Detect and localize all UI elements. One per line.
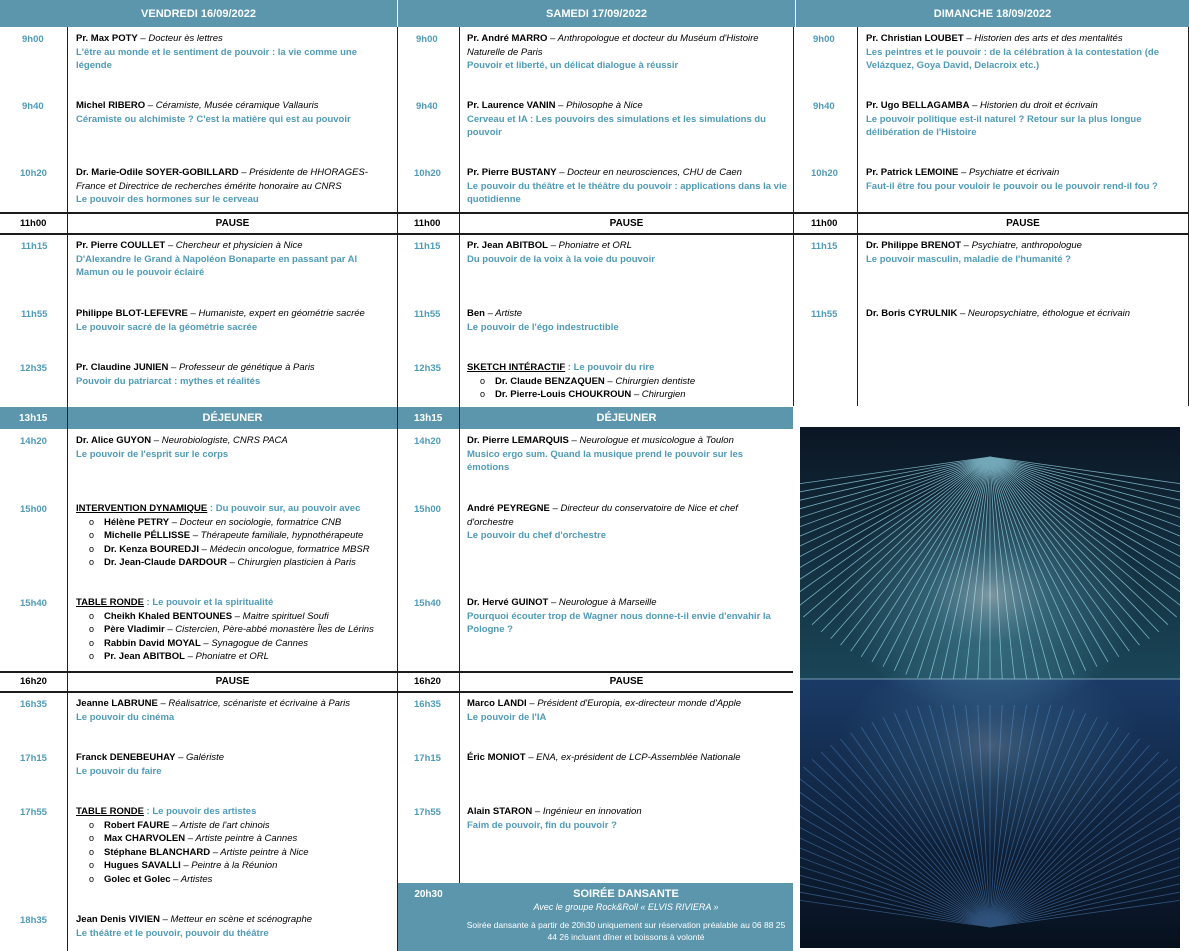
artwork-image bbox=[800, 427, 1180, 948]
session-topic: : Le pouvoir des artistes bbox=[143, 806, 257, 817]
member-role: – Médecin oncologue, formatrice MBSR bbox=[199, 543, 370, 555]
speaker-name: Pr. Christian LOUBET bbox=[866, 33, 964, 44]
time-slot: 13h15 bbox=[414, 412, 443, 424]
session-topic: Céramiste ou alchimiste ? C'est la matière qui est au pouvoir bbox=[76, 113, 351, 125]
member-name: Dr. Kenza BOUREDJI bbox=[104, 543, 200, 555]
session-panel bbox=[76, 502, 394, 570]
speaker-name: Pr. Jean ABITBOL bbox=[467, 240, 548, 251]
session-entry bbox=[76, 434, 392, 461]
session-topic: Le pouvoir du chef d'orchestre bbox=[467, 530, 606, 541]
panel-label: SKETCH INTÉRACTIF bbox=[467, 362, 566, 373]
speaker-role: – Chercheur et physicien à Nice bbox=[165, 240, 303, 251]
session-entry bbox=[866, 32, 1184, 73]
member-name: Dr. Jean-Claude DARDOUR bbox=[104, 557, 227, 568]
session-entry bbox=[467, 166, 787, 207]
speaker-role: – Professeur de génétique à Paris bbox=[168, 362, 315, 373]
speaker-name: Pr. Pierre COULLET bbox=[76, 240, 166, 251]
session-entry bbox=[467, 596, 787, 637]
speaker-name: Éric MONIOT bbox=[467, 752, 526, 763]
time-slot: 16h20 bbox=[414, 676, 441, 687]
panel-member bbox=[89, 623, 394, 637]
time-slot: 9h00 bbox=[416, 34, 438, 45]
session-entry bbox=[467, 99, 787, 140]
time-slot: 11h55 bbox=[811, 309, 838, 320]
panel-member bbox=[89, 650, 394, 664]
session-panel bbox=[76, 805, 394, 886]
speaker-role: – Ingénieur en innovation bbox=[532, 806, 642, 817]
member-role: – Artiste de l'art chinois bbox=[169, 819, 270, 831]
session-topic: Le pouvoir politique est-il naturel ? Retour sur la plus longue délibération de l'Histoire bbox=[866, 113, 1142, 138]
rule bbox=[0, 671, 793, 673]
session-topic: : Du pouvoir sur, au pouvoir avec bbox=[207, 503, 361, 514]
time-slot: 11h00 bbox=[811, 218, 838, 229]
time-slot: 9h40 bbox=[813, 101, 835, 112]
time-slot: 12h35 bbox=[414, 363, 441, 374]
time-slot: 20h30 bbox=[414, 889, 443, 900]
time-slot: 9h00 bbox=[22, 34, 44, 45]
speaker-role: – Céramiste, Musée céramique Vallauris bbox=[145, 100, 319, 111]
session-topic: Du pouvoir de la voix à la voie du pouvoir bbox=[467, 253, 655, 265]
time-slot: 18h35 bbox=[20, 915, 47, 926]
time-slot: 9h40 bbox=[22, 101, 44, 112]
speaker-name: Jeanne LABRUNE bbox=[76, 698, 158, 709]
member-role: – Chirurgien bbox=[631, 389, 686, 400]
speaker-name: Marco LANDI bbox=[467, 698, 527, 709]
time-slot: 13h15 bbox=[19, 412, 48, 424]
time-slot: 10h20 bbox=[414, 168, 441, 179]
session-topic: Les peintres et le pouvoir : de la célébration à la contestation (de Velázquez, Goya David, Delacroix etc.) bbox=[866, 46, 1159, 71]
speaker-name: Dr. Marie-Odile SOYER-GOBILLARD bbox=[76, 167, 239, 178]
session-entry bbox=[76, 697, 392, 724]
member-role: – Maitre spirituel Soufi bbox=[232, 610, 329, 622]
day-header-saturday bbox=[398, 0, 795, 27]
speaker-name: Philippe BLOT-LEFEVRE bbox=[76, 308, 188, 319]
panel-member bbox=[89, 516, 394, 530]
time-slot: 11h15 bbox=[21, 241, 48, 252]
speaker-role: – Docteur ès lettres bbox=[137, 33, 223, 44]
speaker-name: Dr. Pierre LEMARQUIS bbox=[467, 435, 569, 446]
session-topic: D'Alexandre le Grand à Napoléon Bonaparte en passant par Al Mamun ou le pouvoir éclairé bbox=[76, 253, 358, 278]
time-slot: 11h55 bbox=[414, 309, 441, 320]
session-topic: Faut-il être fou pour vouloir le pouvoir ou le pouvoir rend-il fou ? bbox=[866, 180, 1158, 192]
session-topic: Le pouvoir sacré de la géométrie sacrée bbox=[76, 321, 258, 333]
member-role: – Artistes bbox=[170, 873, 213, 885]
member-role: – Cistercien, Père-abbé monastère Îles de Lérins bbox=[164, 624, 374, 635]
time-slot: 14h20 bbox=[414, 436, 441, 447]
rule bbox=[0, 233, 1189, 235]
session-entry bbox=[76, 361, 392, 388]
speaker-name: Pr. Laurence VANIN bbox=[467, 100, 556, 111]
speaker-name: Pr. Pierre BUSTANY bbox=[467, 167, 557, 178]
panel-member bbox=[480, 375, 789, 389]
session-entry bbox=[467, 434, 787, 475]
speaker-name: Pr. Max POTY bbox=[76, 33, 138, 44]
divider bbox=[857, 27, 858, 406]
divider bbox=[459, 27, 460, 951]
divider bbox=[793, 27, 794, 406]
speaker-role: – ENA, ex-président de LCP-Assemblée Nationale bbox=[525, 752, 741, 763]
speaker-role: – Historien des arts et des mentalités bbox=[963, 33, 1123, 44]
panel-label: INTERVENTION DYNAMIQUE bbox=[76, 503, 208, 514]
member-role: – Artiste peintre à Nice bbox=[210, 846, 309, 858]
session-topic: Faim de pouvoir, fin du pouvoir ? bbox=[467, 819, 617, 831]
session-entry bbox=[866, 239, 1184, 266]
member-name: Rabbin David MOYAL bbox=[104, 637, 201, 649]
panel-member bbox=[89, 859, 394, 873]
panel-member bbox=[89, 846, 394, 860]
member-role: – Phoniatre et ORL bbox=[184, 651, 269, 662]
session-entry bbox=[467, 502, 787, 543]
pause-label: PAUSE bbox=[609, 218, 644, 229]
member-name: Dr. Claude BENZAQUEN bbox=[495, 375, 605, 387]
member-name: Cheikh Khaled BENTOUNES bbox=[104, 610, 233, 622]
session-topic: Pouvoir du patriarcat : mythes et réalités bbox=[76, 375, 261, 387]
time-slot: 17h15 bbox=[414, 753, 441, 764]
speaker-role: – Neurologue à Marseille bbox=[548, 597, 657, 608]
session-entry bbox=[76, 166, 392, 207]
session-topic: Le pouvoir du faire bbox=[76, 765, 162, 777]
member-role: – Synagogue de Cannes bbox=[200, 637, 309, 649]
time-slot: 11h00 bbox=[20, 218, 47, 229]
time-slot: 11h00 bbox=[414, 218, 441, 229]
lunch-time bbox=[0, 407, 67, 429]
divider bbox=[397, 27, 398, 951]
session-topic: Le pouvoir masculin, maladie de l'humanité ? bbox=[866, 253, 1071, 265]
speaker-role: – Humaniste, expert en géométrie sacrée bbox=[187, 308, 365, 319]
session-entry bbox=[76, 751, 392, 778]
speaker-role: – Psychiatre, anthropologue bbox=[961, 240, 1082, 251]
session-entry bbox=[467, 239, 787, 266]
pause-label: PAUSE bbox=[215, 218, 250, 229]
speaker-name: Jean Denis VIVIEN bbox=[76, 914, 160, 925]
session-topic: Musico ergo sum. Quand la musique prend le pouvoir sur les émotions bbox=[467, 448, 744, 473]
panel-members bbox=[76, 610, 394, 664]
speaker-name: Michel RIBERO bbox=[76, 100, 146, 111]
speaker-role: – Galériste bbox=[175, 752, 225, 763]
speaker-role: – Neuropsychiatre, éthologue et écrivain bbox=[957, 308, 1131, 319]
member-role: – Artiste peintre à Cannes bbox=[185, 833, 298, 844]
speaker-role: – Phoniatre et ORL bbox=[547, 240, 632, 251]
pause-label: PAUSE bbox=[215, 676, 250, 687]
lunch-label: DÉJEUNER bbox=[202, 412, 263, 424]
session-topic: Le pouvoir de l'esprit sur le corps bbox=[76, 448, 229, 460]
time-slot: 11h15 bbox=[811, 241, 838, 252]
member-name: Dr. Pierre-Louis CHOUKROUN bbox=[495, 389, 632, 400]
member-name: Hélène PETRY bbox=[104, 516, 170, 528]
session-entry bbox=[76, 913, 392, 940]
speaker-role: – Psychiatre et écrivain bbox=[958, 167, 1060, 178]
lunch-label: DÉJEUNER bbox=[596, 412, 657, 424]
day-label: DIMANCHE 18/09/2022 bbox=[933, 7, 1052, 20]
speaker-name: André PEYREGNE bbox=[467, 503, 550, 514]
session-topic: Le pouvoir de l'IA bbox=[467, 711, 547, 723]
pause-label: PAUSE bbox=[1006, 218, 1040, 229]
member-name: Stéphane BLANCHARD bbox=[104, 846, 211, 858]
member-name: Robert FAURE bbox=[104, 819, 170, 831]
panel-member bbox=[89, 873, 394, 887]
speaker-name: Pr. Patrick LEMOINE bbox=[866, 167, 959, 178]
session-topic: : Le pouvoir et la spiritualité bbox=[143, 597, 274, 608]
speaker-name: Dr. Philippe BRENOT bbox=[866, 240, 962, 251]
session-topic: Le pouvoir des hormones sur le cerveau bbox=[76, 194, 259, 205]
time-slot: 17h55 bbox=[20, 807, 47, 818]
session-topic: Le pouvoir du cinéma bbox=[76, 711, 175, 723]
speaker-name: Alain STARON bbox=[467, 806, 533, 817]
time-slot: 15h00 bbox=[20, 504, 47, 515]
panel-member bbox=[89, 556, 394, 570]
day-label: SAMEDI 17/09/2022 bbox=[546, 7, 647, 20]
speaker-role: – Historien du droit et écrivain bbox=[969, 100, 1098, 111]
session-entry bbox=[467, 307, 787, 334]
session-entry bbox=[76, 32, 392, 73]
speaker-role: – Metteur en scène et scénographe bbox=[159, 914, 313, 925]
speaker-role: – Président d'Europia, ex-directeur monde d'Apple bbox=[526, 698, 741, 709]
speaker-name: Pr. Claudine JUNIEN bbox=[76, 362, 169, 373]
session-entry bbox=[76, 307, 392, 334]
time-slot: 16h20 bbox=[20, 676, 47, 687]
time-slot: 10h20 bbox=[811, 168, 838, 179]
panel-member bbox=[89, 819, 394, 833]
divider bbox=[67, 27, 68, 951]
time-slot: 11h55 bbox=[21, 309, 48, 320]
session-entry bbox=[76, 239, 392, 280]
session-panel bbox=[467, 361, 789, 402]
speaker-role: – Docteur en neurosciences, CHU de Caen bbox=[556, 167, 742, 178]
time-slot: 15h40 bbox=[20, 598, 47, 609]
member-name: Hugues SAVALLI bbox=[104, 860, 181, 871]
session-topic: Pouvoir et liberté, un délicat dialogue à réussir bbox=[467, 60, 679, 71]
time-slot: 9h00 bbox=[813, 34, 835, 45]
pause-label: PAUSE bbox=[609, 676, 644, 687]
member-role: – Docteur en sociologie, formatrice CNB bbox=[169, 516, 342, 528]
time-slot: 17h55 bbox=[414, 807, 441, 818]
day-header-sunday bbox=[796, 0, 1189, 27]
member-role: – Chirurgien dentiste bbox=[604, 375, 696, 387]
member-name: Michelle PÉLLISSE bbox=[104, 530, 191, 541]
panel-label: TABLE RONDE bbox=[76, 597, 144, 608]
session-entry bbox=[467, 751, 787, 765]
session-panel bbox=[76, 596, 394, 664]
panel-members bbox=[76, 516, 394, 570]
member-role: – Chirurgien plasticien à Paris bbox=[227, 557, 356, 568]
panel-member bbox=[89, 832, 394, 846]
panel-member bbox=[480, 388, 789, 402]
member-name: Golec et Golec bbox=[104, 873, 171, 885]
time-slot: 9h40 bbox=[416, 101, 438, 112]
session-topic: Le théâtre et le pouvoir, pouvoir du théâtre bbox=[76, 927, 269, 939]
time-slot: 16h35 bbox=[414, 699, 441, 710]
session-topic: Pourquoi écouter trop de Wagner nous donne-t-il envie d'envahir la Pologne ? bbox=[467, 610, 771, 635]
speaker-role: – Directeur du conservatoire de Nice et chef d'orchestre bbox=[467, 503, 738, 528]
time-slot: 15h00 bbox=[414, 504, 441, 515]
panel-member bbox=[89, 637, 394, 651]
panel-members bbox=[76, 819, 394, 887]
member-name: Père Vladimir bbox=[104, 624, 165, 635]
panel-member bbox=[89, 610, 394, 624]
member-role: – Peintre à la Réunion bbox=[180, 860, 278, 871]
speaker-name: Dr. Hervé GUINOT bbox=[467, 597, 549, 608]
decorative-artwork bbox=[800, 427, 1180, 948]
member-role: – Thérapeute familiale, hypnothérapeute bbox=[190, 530, 364, 541]
rule bbox=[0, 691, 793, 693]
session-entry bbox=[76, 99, 392, 126]
lunch-band-saturday bbox=[460, 407, 793, 429]
day-label: VENDREDI 16/09/2022 bbox=[141, 7, 256, 20]
session-entry bbox=[866, 307, 1184, 321]
panel-member bbox=[89, 529, 394, 543]
panel-members bbox=[467, 375, 789, 402]
lunch-time bbox=[398, 407, 459, 429]
time-slot: 11h15 bbox=[414, 241, 441, 252]
speaker-name: Ben bbox=[467, 308, 485, 319]
soiree-block bbox=[459, 883, 793, 951]
speaker-role: – Artiste bbox=[484, 308, 523, 319]
time-slot: 14h20 bbox=[20, 436, 47, 447]
panel-member bbox=[89, 543, 394, 557]
speaker-name: Pr. Ugo BELLAGAMBA bbox=[866, 100, 970, 111]
session-entry bbox=[467, 32, 787, 73]
session-topic: Le pouvoir du théâtre et le théâtre du pouvoir : applications dans la vie quotidienne bbox=[467, 180, 787, 205]
session-topic: L'être au monde et le sentiment de pouvoir : la vie comme une légende bbox=[76, 46, 357, 71]
speaker-role: – Neurobiologiste, CNRS PACA bbox=[151, 435, 288, 446]
session-entry bbox=[866, 99, 1184, 140]
time-slot: 16h35 bbox=[20, 699, 47, 710]
session-topic: Cerveau et IA : Les pouvoirs des simulations et les simulations du pouvoir bbox=[467, 113, 766, 138]
speaker-role: – Philosophe à Nice bbox=[555, 100, 643, 111]
time-slot: 17h15 bbox=[20, 753, 47, 764]
soiree-details: Soirée dansante à partir de 20h30 uniquement sur réservation préalable au 06 88 25 44 26 incluant dîner et boissons à volonté bbox=[466, 920, 786, 942]
time-slot: 10h20 bbox=[20, 168, 47, 179]
lunch-band-friday bbox=[68, 407, 397, 429]
time-slot: 15h40 bbox=[414, 598, 441, 609]
soiree-title: SOIRÉE DANSANTE bbox=[573, 888, 679, 900]
speaker-role: – Anthropologue et docteur du Muséum d'Histoire Naturelle de Paris bbox=[467, 33, 759, 58]
time-slot: 12h35 bbox=[20, 363, 47, 374]
soiree-subtitle: Avec le groupe Rock&Roll « ELVIS RIVIERA » bbox=[533, 902, 719, 912]
rule bbox=[0, 212, 1189, 214]
speaker-name: Dr. Alice GUYON bbox=[76, 435, 152, 446]
session-topic: : Le pouvoir du rire bbox=[565, 362, 655, 373]
panel-label: TABLE RONDE bbox=[76, 806, 144, 817]
session-entry bbox=[467, 697, 787, 724]
speaker-name: Pr. André MARRO bbox=[467, 33, 548, 44]
speaker-name: Dr. Boris CYRULNIK bbox=[866, 308, 958, 319]
soiree-time bbox=[398, 883, 459, 951]
member-name: Pr. Jean ABITBOL bbox=[104, 651, 185, 662]
day-header-friday bbox=[0, 0, 397, 27]
speaker-role: – Neurologue et musicologue à Toulon bbox=[568, 435, 734, 446]
session-topic: Le pouvoir de l'égo indestructible bbox=[467, 321, 619, 333]
speaker-role: – Présidente de HHORAGES-France et Directrice de recherches émérite honoraire au CNRS bbox=[76, 167, 368, 192]
speaker-role: – Réalisatrice, scénariste et écrivaine à Paris bbox=[157, 698, 351, 709]
member-name: Max CHARVOLEN bbox=[104, 833, 186, 844]
speaker-name: Franck DENEBEUHAY bbox=[76, 752, 176, 763]
session-entry bbox=[467, 805, 787, 832]
session-entry bbox=[866, 166, 1184, 193]
